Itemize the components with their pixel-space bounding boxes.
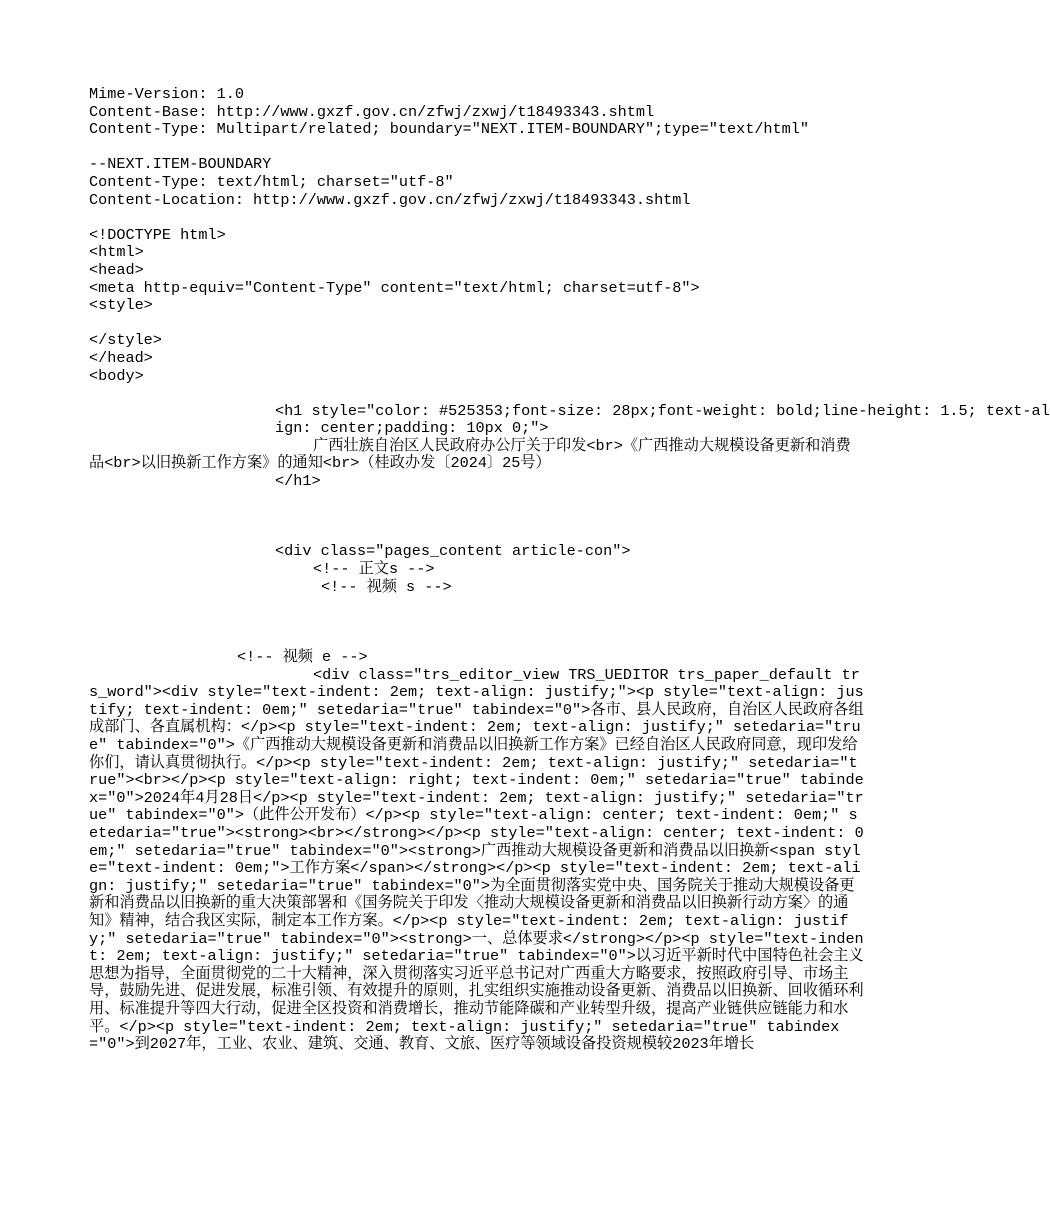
h1-close-line: </h1> [275, 472, 321, 491]
content-type-line: Content-Type: Multipart/related; boundary="NEXT.ITEM-BOUNDARY";type="text/html" [89, 120, 810, 139]
editor-markup: <div class="trs_editor_view TRS_UEDITOR trs_paper_default trs_word"><div style="text-indent: 2em; text-align: justify;"><p style="text-align: justify; text-indent: 0em;" setedaria="true" tabindex="0">各市、县人民政府，自治区人民政府各组成部门、各直属机构：</p><p style="text-indent: 2em; text-align: justify;" setedaria="true" tabindex="0">《广西推动大规模设备更新和消费品以旧换新工作方案》已经自治区人民政府同意，现印发给你们，请认真贯彻执行。</p><p style="text-indent: 2em; text-align: justify;" setedaria="true"><br></p><p style="text-align: right; text-indent: 0em;" setedaria="true" tabindex="0">2024年4月28日</p><p style="text-indent: 2em; text-align: justify;" setedaria="true" tabindex="0">（此件公开发布）</p><p style="text-align: center; text-indent: 0em;" setedaria="true"><strong><br></strong></p><p style="text-align: center; text-indent: 0em;" setedaria="true" tabindex="0"><strong>广西推动大规模设备更新和消费品以旧换新<span style="text-indent: 0em;">工作方案</span></strong></p><p style="text-indent: 2em; text-align: justify;" setedaria="true" tabindex="0">为全面贯彻落实党中央、国务院关于推动大规模设备更新和消费品以旧换新的重大决策部署和《国务院关于印发〈推动大规模设备更新和消费品以旧换新行动方案〉的通知》精神，结合我区实际，制定本工作方案。</p><p style="text-indent: 2em; text-align: justify;" setedaria="true" tabindex="0"><strong>一、总体要求</strong></p><p style="text-indent: 2em; text-align: justify;" setedaria="true" tabindex="0">以习近平新时代中国特色社会主义思想为指导，全面贯彻党的二十大精神，深入贯彻落实习近平总书记对广西重大方略要求，按照政府引导、市场主导，鼓励先进、促进发展，标准引领、有效提升的原则，扎实组织实施推动设备更新、消费品以旧换新、回收循环利用、标准提升等四大行动，促进全区投资和消费增长，推动节能降碳和产业转型升级，提高产业链供应链能力和水平。</p><p style="text-indent: 2em; text-align: justify;" setedaria="true" tabindex="0">到2027年，工业、农业、建筑、交通、教育、文旅、医疗等领域设备投资规模较2023年增长 [89, 665, 864, 1054]
blank-line [89, 315, 870, 333]
content-div-open-line: <div class="pages_content article-con"> [275, 542, 631, 561]
comment-video-start: <!-- 视频 s --> [321, 577, 452, 596]
meta-line: <meta http-equiv="Content-Type" content="text/html; charset=utf-8"> [89, 278, 700, 297]
head-open-line: <head> [89, 260, 144, 279]
content-base-line: Content-Base: http://www.gxzf.gov.cn/zfwj/zxwj/t18493343.shtml [89, 102, 655, 121]
blank-line [89, 139, 870, 157]
title-text: 广西壮族自治区人民政府办公厅关于印发<br>《广西推动大规模设备更新和消费品<br>以旧换新工作方案》的通知<br>（桂政办发〔2024〕25号） [89, 436, 851, 473]
head-close-line: </head> [89, 348, 153, 367]
html-open-line: <html> [89, 243, 144, 262]
blank-line [89, 209, 870, 227]
blank-line [89, 385, 870, 403]
blank-lines [89, 596, 870, 649]
part-content-location-line: Content-Location: http://www.gxzf.gov.cn/zfwj/zxwj/t18493343.shtml [89, 190, 691, 209]
blank-lines [89, 491, 870, 544]
body-open-line: <body> [89, 366, 144, 385]
mime-version-line: Mime-Version: 1.0 [89, 85, 244, 103]
comment-body-start: <!-- 正文s --> [313, 560, 435, 579]
style-close-line: </style> [89, 331, 162, 350]
comment-video-end: <!-- 视频 e --> [237, 648, 368, 667]
boundary-line: --NEXT.ITEM-BOUNDARY [89, 155, 272, 174]
doctype-line: <!DOCTYPE html> [89, 225, 226, 244]
h1-open-line: <h1 style="color: #525353;font-size: 28px;font-weight: bold;line-height: 1.5; text-align: center;padding: 10px 0;"> [275, 401, 1050, 438]
style-open-line: <style> [89, 296, 153, 315]
part-content-type-line: Content-Type: text/html; charset="utf-8" [89, 172, 454, 191]
